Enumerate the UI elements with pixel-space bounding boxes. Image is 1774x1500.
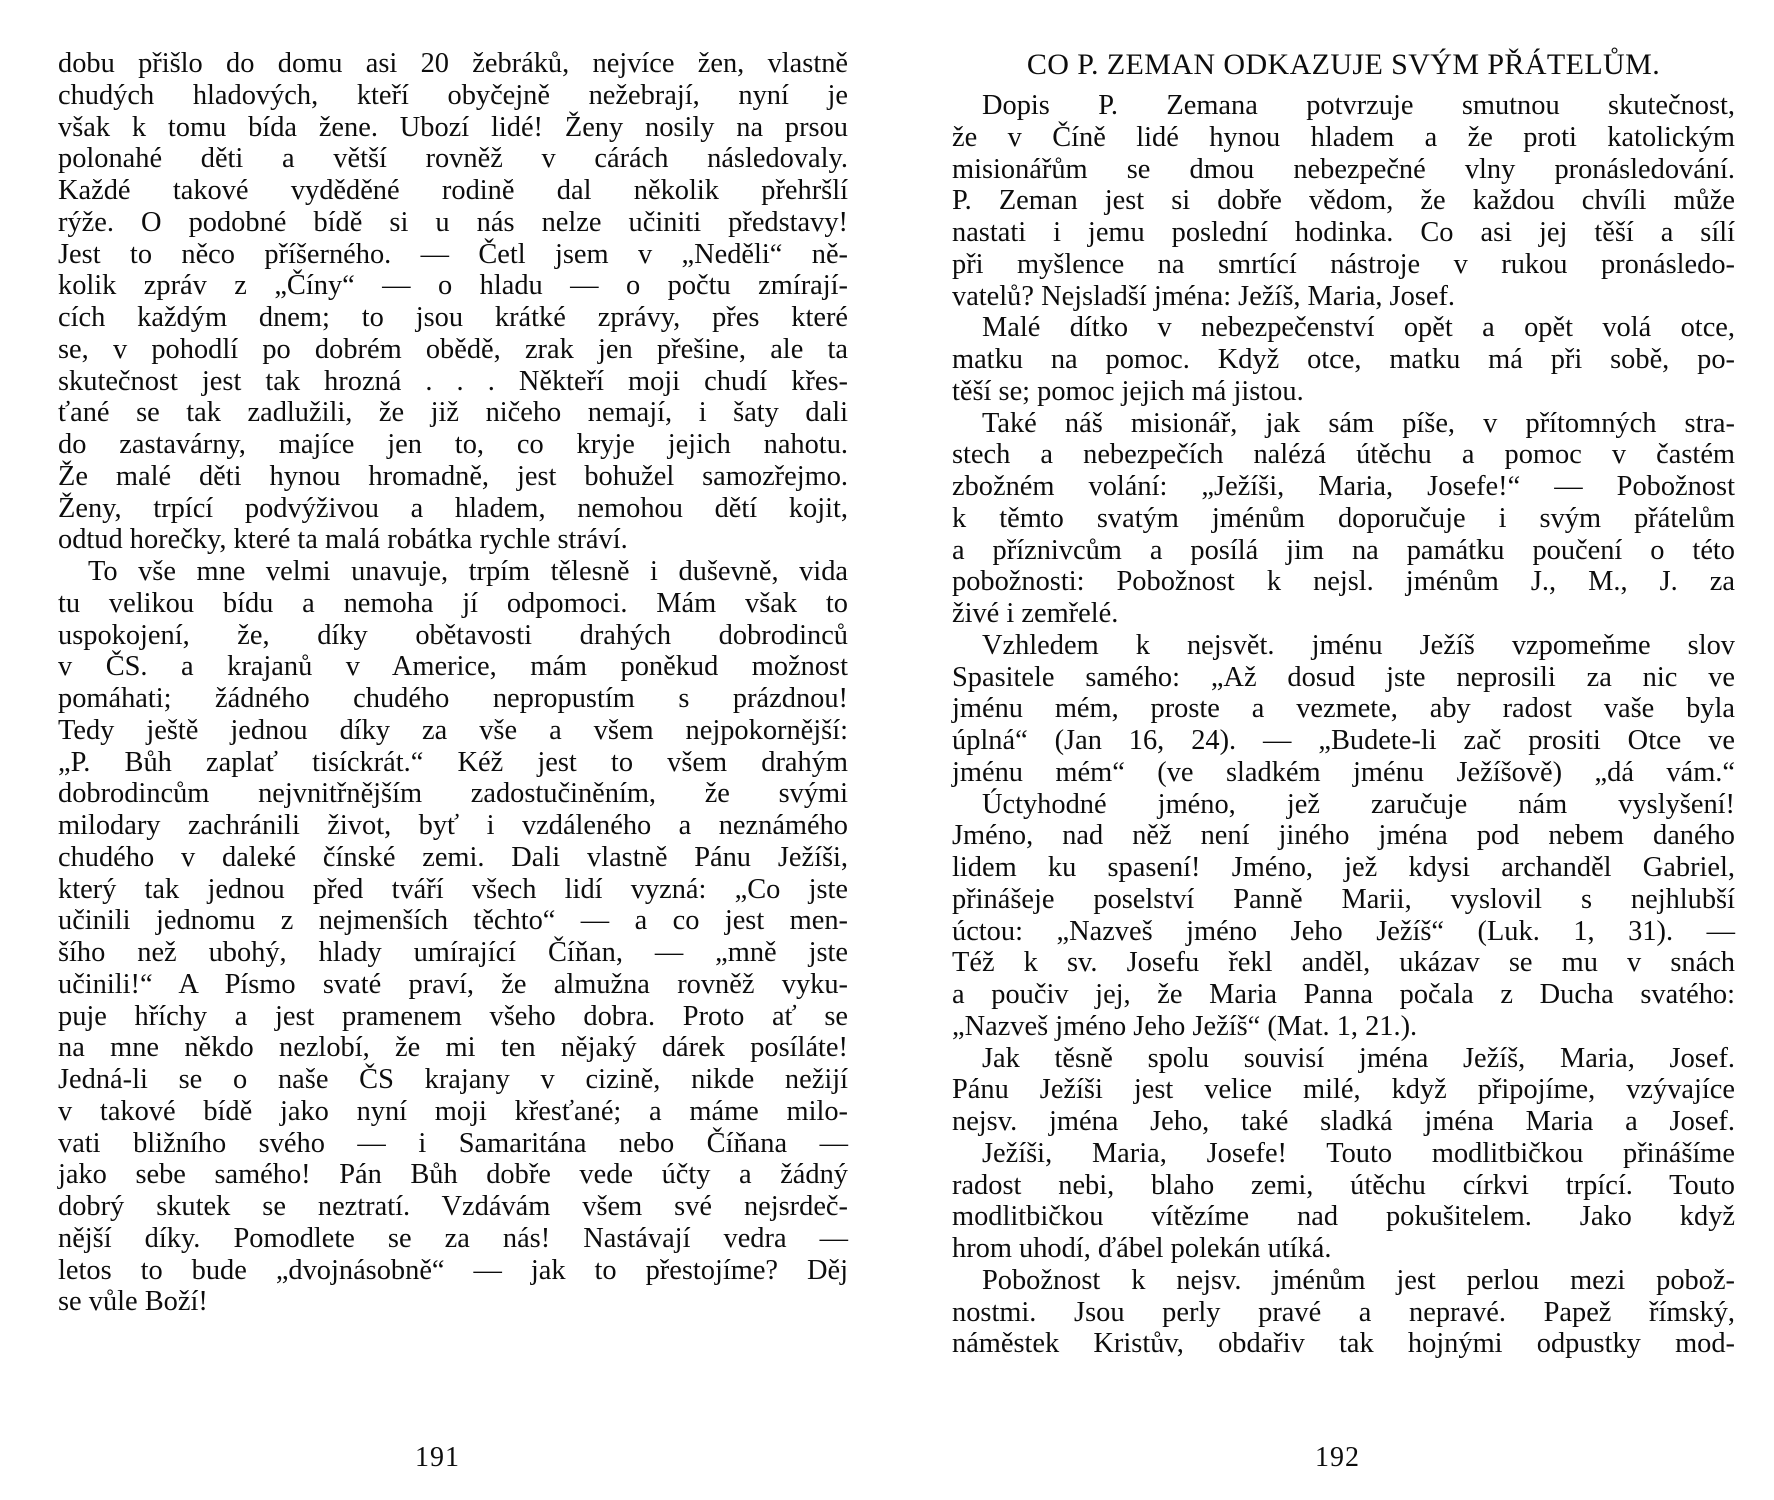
left-page-text	[58, 48, 848, 1318]
text-line: jménu mém“ (ve sladkém jménu Ježíšově) „dá vám.“	[952, 756, 1735, 788]
text-line: uspokojení, že, díky obětavosti drahých dobrodinců	[58, 619, 848, 651]
text-line: pomáhati; žádného chudého nepropustím s prázdnou!	[58, 683, 848, 714]
text-line: úplná“ (Jan 16, 24). — „Budete-li zač prositi Otce ve	[952, 725, 1735, 756]
right-page-text	[952, 48, 1735, 1360]
text-line: radost nebi, blaho zemi, útěchu církvi trpící. Touto	[952, 1169, 1735, 1201]
text-line: milodary zachránili život, byť i vzdáleného a neznámého	[58, 810, 848, 841]
text-line: Jméno, nad něž není jiného jména pod nebem daného	[952, 820, 1735, 852]
text-line: rýže. O podobné bídě si u nás nelze učiniti představy!	[58, 206, 848, 238]
text-line: modlitbičkou vítězíme nad pokušitelem. Jako když	[952, 1201, 1735, 1233]
text-line: lidem ku spasení! Jméno, jež kdysi archanděl Gabriel,	[952, 852, 1735, 883]
text-line: ťané se tak zadlužili, že již ničeho nemají, i šaty dali	[58, 397, 848, 429]
text-line: zbožném volání: „Ježíši, Maria, Josefe!“ — Pobožnost	[952, 471, 1735, 502]
text-line: který tak jednou před tváří všech lidí vyzná: „Co jste	[58, 873, 848, 905]
text-line: šího než ubohý, hlady umírající Číňan, — „mně jste	[58, 937, 848, 968]
text-line: nostmi. Jsou perly pravé a nepravé. Papež římský,	[952, 1296, 1735, 1328]
page-number: 191	[415, 1442, 460, 1473]
text-line: se vůle Boží!	[58, 1286, 208, 1318]
text-line: Jest to něco příšerného. — Četl jsem v „Neděli“ ně-	[58, 238, 848, 270]
text-line: chudého v daleké čínské zemi. Dali vlastně Pánu Ježíši,	[58, 841, 848, 873]
text-line: úctou: „Nazveš jméno Jeho Ježíš“ (Luk. 1, 31). —	[952, 915, 1735, 947]
paragraph-start-line: Ježíši, Maria, Josefe! Touto modlitbičkou přinášíme	[982, 1137, 1735, 1169]
text-line: vati bližního svého — i Samaritána nebo Číňana —	[58, 1127, 848, 1159]
text-line: cích každým dnem; to jsou krátké zprávy, přes které	[58, 302, 848, 333]
text-line: Tedy ještě jednou díky za vše a všem nejpokornější:	[58, 714, 848, 746]
text-line: vatelů? Nejsladší jména: Ježíš, Maria, Josef.	[952, 280, 1455, 312]
text-line: Ženy, trpící podvýživou a hladem, nemohou dětí kojit,	[58, 492, 848, 524]
text-line: přinášeje poselství Panně Marii, vyslovil s nejhlubší	[952, 883, 1735, 915]
text-line: stech a nebezpečích nalézá útěchu a pomoc v častém	[952, 439, 1735, 471]
text-line: Jedná-li se o naše ČS krajany v cizině, nikde nežijí	[58, 1064, 848, 1095]
text-line: P. Zeman jest si dobře vědom, že každou chvíli může	[952, 185, 1735, 217]
text-line: jménu mém, proste a vezmete, aby radost vaše byla	[952, 693, 1735, 725]
text-line: učinili jednomu z nejmenších těchto“ — a co jest men-	[58, 905, 848, 937]
text-line: nastati i jemu poslední hodinka. Co asi jej těší a sílí	[952, 217, 1735, 248]
paragraph-start-line: Vzhledem k nejsvět. jménu Ježíš vzpomeňme slov	[982, 629, 1735, 661]
text-line: Spasitele samého: „Až dosud jste neprosili za nic ve	[952, 661, 1735, 693]
text-line: k těmto svatým jménům doporučuje i svým přátelům	[952, 502, 1735, 534]
text-line: při myšlence na smrtící nástroje v rukou pronásledo-	[952, 248, 1735, 280]
text-line: hrom uhodí, ďábel polekán utíká.	[952, 1233, 1332, 1264]
text-line: chudých hladových, kteří obyčejně nežebrají, nyní je	[58, 79, 848, 111]
text-line: a poučiv jej, že Maria Panna počala z Ducha svatého:	[952, 979, 1735, 1010]
text-line: učinili!“ A Písmo svaté praví, že almužna rovněž vyku-	[58, 968, 848, 1000]
text-line: nější díky. Pomodlete se za nás! Nastávají vedra —	[58, 1222, 848, 1254]
text-line: puje hříchy a jest pramenem všeho dobra. Proto ať se	[58, 1000, 848, 1032]
paragraph-start-line: Malé dítko v nebezpečenství opět a opět volá otce,	[982, 312, 1735, 344]
text-line: nejsv. jména Jeho, také sladká jména Maria a Josef.	[952, 1106, 1735, 1137]
text-line: misionářům se dmou nebezpečné vlny pronásledování.	[952, 153, 1735, 185]
text-line: dobrodincům nejvnitřnějším zadostučiněním, že svými	[58, 778, 848, 810]
text-line: „Nazveš jméno Jeho Ježíš“ (Mat. 1, 21.).	[952, 1010, 1418, 1042]
text-line: Pánu Ježíši jest velice milé, když připojíme, vzývajíce	[952, 1074, 1735, 1106]
paragraph-start-line: Dopis P. Zemana potvrzuje smutnou skutečnost,	[982, 90, 1735, 121]
text-line: matku na pomoc. Když otce, matku má při sobě, po-	[952, 344, 1735, 375]
text-line: náměstek Kristův, obdařiv tak hojnými odpustky mod-	[952, 1328, 1735, 1360]
paragraph-start-line: Pobožnost k nejsv. jménům jest perlou mezi pobož-	[982, 1264, 1735, 1296]
text-line: v takové bídě jako nyní moji křesťané; a máme milo-	[58, 1095, 848, 1127]
text-line: do zastavárny, majíce jen to, co kryje jejich nahotu.	[58, 429, 848, 460]
text-line: dobu přišlo do domu asi 20 žebráků, nejvíce žen, vlastně	[58, 48, 848, 79]
text-line: Každé takové vyděděné rodině dal několik přehršlí	[58, 175, 848, 206]
text-line: však k tomu bída žene. Ubozí lidé! Ženy nosily na prsou	[58, 111, 848, 143]
right-page	[887, 0, 1774, 1500]
text-line: kolik zpráv z „Číny“ — o hladu — o počtu zmírají-	[58, 270, 848, 302]
text-line: dobrý skutek se neztratí. Vzdávám všem své nejsrdeč-	[58, 1191, 848, 1222]
paragraph-start-line: To vše mne velmi unavuje, trpím tělesně i duševně, vida	[88, 556, 848, 587]
text-line: „P. Bůh zaplať tisíckrát.“ Kéž jest to všem drahým	[58, 746, 848, 778]
text-line: na mne někdo nezlobí, že mi ten nějaký dárek posíláte!	[58, 1032, 848, 1064]
paragraph-start-line: Úctyhodné jméno, jež zaručuje nám vyslyšení!	[982, 788, 1735, 820]
text-line: se, v pohodlí po dobrém obědě, zrak jen přešine, ale ta	[58, 333, 848, 365]
chapter-heading: CO P. ZEMAN ODKAZUJE SVÝM PŘÁTELŮM.	[1026, 48, 1661, 81]
text-line: pobožnosti: Pobožnost k nejsl. jménům J., M., J. za	[952, 566, 1735, 598]
text-line: letos to bude „dvojnásobně“ — jak to přestojíme? Děj	[58, 1254, 848, 1286]
text-line: těší se; pomoc jejich má jistou.	[952, 375, 1304, 407]
text-line: Že malé děti hynou hromadně, jest bohužel samozřejmo.	[58, 460, 848, 492]
text-line: a příznivcům a posílá jim na památku poučení o této	[952, 534, 1735, 566]
text-line: odtud horečky, které ta malá robátka rychle stráví.	[58, 524, 628, 556]
paragraph-start-line: Také náš misionář, jak sám píše, v přítomných stra-	[982, 407, 1735, 439]
text-line: živé i zemřelé.	[952, 598, 1119, 629]
paragraph-start-line: Jak těsně spolu souvisí jména Ježíš, Maria, Josef.	[982, 1042, 1735, 1074]
text-line: tu velikou bídu a nemoha jí odpomoci. Mám však to	[58, 587, 848, 619]
text-line: v ČS. a krajanů v Americe, mám poněkud možnost	[58, 651, 848, 683]
text-line: skutečnost jest tak hrozná . . . Někteří moji chudí křes-	[58, 365, 848, 397]
text-line: Též k sv. Josefu řekl anděl, ukázav se mu v snách	[952, 947, 1735, 979]
text-line: že v Číně lidé hynou hladem a že proti katolickým	[952, 121, 1735, 153]
text-line: polonahé děti a větší rovněž v cárách následovaly.	[58, 143, 848, 175]
page-number: 192	[1315, 1442, 1360, 1473]
text-line: jako sebe samého! Pán Bůh dobře vede účty a žádný	[58, 1159, 848, 1191]
